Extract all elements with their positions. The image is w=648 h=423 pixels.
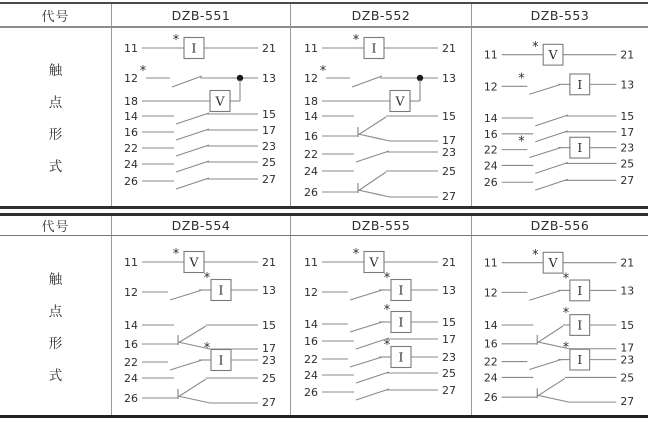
wire [170, 360, 202, 370]
star-mark: * [383, 303, 391, 318]
wire [350, 357, 382, 367]
wire [358, 117, 386, 135]
terminal-label: 13 [620, 78, 635, 92]
terminal-label: 27 [620, 174, 635, 188]
contact-row-26-27 [304, 384, 456, 400]
terminal-label: 12 [124, 72, 138, 85]
terminal-label: 23 [442, 146, 456, 159]
star-mark: * [532, 247, 539, 263]
terminal-label: 17 [262, 342, 276, 355]
terminal-label: 21 [620, 48, 635, 62]
coil-letter: I [577, 77, 583, 92]
code-header: 代号 [0, 4, 112, 26]
terminal-label: 27 [442, 384, 456, 397]
wire [535, 115, 568, 126]
terminal-label: 11 [124, 42, 138, 55]
wire [529, 84, 561, 94]
wire [172, 76, 202, 87]
coil-letter: V [548, 48, 558, 63]
contact-form-char: 形 [48, 335, 63, 352]
model-header-dzb-553: DZB-553 [530, 7, 590, 23]
star-mark: * [352, 33, 360, 48]
diagram-cell-dzb-554 [112, 236, 291, 415]
contact-row-16-17 [304, 333, 456, 349]
contact-row-12-13 [484, 71, 634, 94]
contact-row-22-23 [304, 146, 456, 162]
header-row [0, 4, 648, 28]
contact-row-24-27 [484, 371, 634, 408]
terminal-label: 27 [620, 395, 635, 409]
diagram-cell-dzb-555 [291, 236, 472, 415]
terminal-label: 25 [262, 156, 276, 169]
star-mark: * [203, 341, 211, 356]
terminal-label: 14 [304, 318, 318, 331]
star-mark: * [139, 64, 147, 79]
star-mark: * [172, 247, 180, 262]
coil-letter: I [398, 282, 404, 298]
contact-form-char: 式 [48, 367, 63, 384]
terminal-label: 25 [262, 372, 276, 385]
row-header-contact-form [0, 28, 112, 206]
coil-letter: I [577, 283, 583, 298]
star-mark: * [562, 340, 570, 356]
terminal-label: 14 [483, 111, 498, 125]
terminal-label: 26 [483, 176, 498, 190]
terminal-label: 11 [304, 42, 318, 55]
contact-row-22-23 [484, 135, 634, 158]
contact-row-14-15 [304, 303, 456, 333]
wire [529, 148, 561, 158]
wire [176, 161, 209, 172]
contact-diagram-dzb-551 [112, 28, 290, 206]
wire [356, 389, 389, 400]
wire [358, 134, 390, 141]
terminal-label: 17 [262, 124, 276, 137]
terminal-label: 23 [262, 140, 276, 153]
terminal-label: 12 [304, 72, 318, 85]
terminal-label: 24 [304, 369, 318, 382]
contact-row-22-23 [124, 140, 276, 156]
coil-letter: V [189, 254, 199, 270]
contact-row-11-21 [124, 247, 276, 273]
contact-diagram-dzb-553 [472, 28, 648, 206]
terminal-label: 15 [262, 108, 276, 121]
contact-row-12-13 [124, 271, 276, 301]
diagram-cell-dzb-556 [472, 236, 648, 415]
terminal-label: 14 [124, 110, 138, 123]
contact-form-char: 触 [48, 271, 63, 288]
coil-letter: I [398, 349, 404, 365]
terminal-label: 15 [620, 318, 635, 332]
contact-diagram-dzb-552 [292, 28, 470, 206]
coil-letter: I [218, 352, 224, 368]
terminal-label: 12 [483, 286, 498, 300]
wire [356, 372, 389, 383]
model-header-dzb-554: DZB-554 [112, 216, 291, 235]
contact-row-11-21 [484, 248, 634, 273]
wire [176, 178, 209, 189]
terminal-label: 26 [483, 391, 498, 405]
terminal-label: 26 [304, 186, 318, 199]
contact-diagram-dzb-554 [112, 236, 290, 415]
model-header-dzb-552: DZB-552 [291, 4, 472, 26]
terminal-label: 22 [483, 143, 498, 157]
terminal-label: 21 [620, 256, 635, 270]
wire [350, 290, 382, 300]
star-mark: * [383, 271, 391, 286]
terminal-label: 15 [442, 110, 456, 123]
diagram-cell-dzb-553 [472, 28, 648, 206]
contact-form-char: 点 [48, 95, 63, 111]
contact-row-12-13 [484, 271, 634, 300]
contact-row-24-25 [124, 156, 276, 172]
terminal-label: 16 [304, 130, 318, 143]
contact-row-14-15 [124, 108, 276, 124]
wire [178, 326, 206, 343]
body-row [0, 28, 648, 206]
terminal-label: 22 [483, 355, 498, 369]
terminal-label: 24 [124, 158, 138, 171]
contact-row-11-21 [484, 40, 634, 65]
terminal-label: 17 [442, 333, 456, 346]
coil-letter: I [218, 282, 224, 298]
terminal-label: 15 [262, 319, 276, 332]
terminal-label: 25 [442, 367, 456, 380]
terminal-label: 24 [483, 159, 498, 173]
contact-row-14-17 [304, 110, 456, 147]
terminal-label: 26 [304, 386, 318, 399]
terminal-label: 11 [124, 256, 138, 269]
wire [178, 396, 210, 403]
contact-form-char: 形 [48, 127, 63, 143]
terminal-label: 25 [620, 371, 635, 385]
coil-letter: V [548, 256, 558, 271]
wire [529, 290, 561, 300]
wire [176, 145, 209, 156]
contact-table-551-553 [0, 2, 648, 209]
wire [176, 113, 209, 124]
terminal-label: 23 [620, 141, 635, 155]
contact-row-12-13 [304, 64, 456, 112]
terminal-label: 22 [304, 148, 318, 161]
terminal-label: 16 [483, 127, 498, 141]
row-header-contact-form [0, 236, 112, 415]
terminal-label: 13 [442, 72, 456, 85]
wire [178, 379, 206, 397]
terminal-label: 24 [483, 371, 498, 385]
wire [537, 326, 563, 343]
terminal-label: 26 [124, 392, 138, 405]
terminal-label: 24 [304, 165, 318, 178]
contact-row-22-23 [304, 338, 456, 368]
wire [358, 190, 390, 197]
wire [352, 76, 382, 87]
wire [535, 179, 568, 190]
contact-row-24-25 [484, 157, 634, 173]
model-header-dzb-555: DZB-555 [291, 216, 472, 235]
coil-letter: I [191, 40, 197, 56]
wire [535, 162, 568, 173]
coil-letter: I [398, 314, 404, 330]
wire [537, 378, 565, 396]
terminal-label: 16 [304, 335, 318, 348]
contact-row-12-13 [124, 64, 276, 112]
coil-letter: I [577, 353, 583, 368]
body-row [0, 236, 648, 415]
contact-row-24-27 [124, 372, 276, 409]
star-mark: * [319, 64, 327, 79]
contact-row-14-17 [124, 319, 276, 355]
contact-row-11-21 [124, 33, 276, 59]
terminal-label: 22 [304, 353, 318, 366]
coil-letter: I [371, 40, 377, 56]
star-mark: * [383, 338, 391, 353]
coil-letter: I [577, 141, 583, 156]
terminal-label: 14 [304, 110, 318, 123]
contact-row-24-25 [304, 367, 456, 383]
header-row [0, 216, 648, 236]
terminal-label: 11 [483, 256, 498, 270]
wire [170, 290, 202, 300]
terminal-label: 27 [262, 173, 276, 186]
contact-diagram-dzb-556 [472, 236, 648, 415]
terminal-label: 22 [124, 142, 138, 155]
terminal-label: 16 [124, 126, 138, 139]
contact-row-26-27 [484, 174, 634, 190]
terminal-label: 18 [304, 95, 318, 108]
terminal-label: 12 [124, 286, 138, 299]
coil-letter: V [369, 254, 379, 270]
model-header-dzb-551: DZB-551 [112, 4, 291, 26]
terminal-label: 23 [620, 353, 635, 367]
wire [356, 151, 389, 162]
contact-row-14-17 [484, 306, 634, 355]
terminal-label: 16 [483, 337, 498, 351]
terminal-label: 13 [262, 284, 276, 297]
contact-row-24-27 [304, 165, 456, 203]
contact-diagram-dzb-555 [292, 236, 470, 415]
terminal-label: 17 [620, 341, 635, 355]
star-mark: * [352, 247, 360, 262]
terminal-label: 12 [483, 80, 498, 94]
contact-row-22-23 [484, 341, 634, 370]
terminal-label: 21 [442, 256, 456, 269]
terminal-label: 14 [483, 318, 498, 332]
contact-row-14-15 [484, 110, 634, 126]
terminal-label: 17 [620, 125, 635, 139]
terminal-label: 23 [262, 354, 276, 367]
terminal-label: 13 [262, 72, 276, 85]
wire [350, 322, 382, 332]
terminal-label: 14 [124, 319, 138, 332]
terminal-label: 21 [442, 42, 456, 55]
contact-table-554-556 [0, 213, 648, 418]
model-header-dzb-556: DZB-556 [530, 218, 590, 233]
terminal-label: 13 [442, 284, 456, 297]
terminal-label: 15 [442, 316, 456, 329]
terminal-label: 26 [124, 175, 138, 188]
wire [535, 131, 568, 142]
terminal-label: 17 [442, 134, 456, 147]
terminal-label: 11 [483, 48, 498, 62]
wire [537, 395, 569, 402]
terminal-label: 11 [304, 256, 318, 269]
terminal-label: 25 [442, 165, 456, 178]
wire [176, 129, 209, 140]
terminal-label: 27 [262, 396, 276, 409]
terminal-label: 21 [262, 42, 276, 55]
contact-row-26-27 [124, 173, 276, 189]
contact-form-char: 触 [48, 63, 63, 79]
diagram-cell-dzb-551 [112, 28, 291, 206]
contact-row-12-13 [304, 271, 456, 301]
contact-row-16-17 [484, 126, 634, 142]
star-mark: * [562, 271, 570, 287]
terminal-label: 13 [620, 284, 635, 298]
terminal-label: 21 [262, 256, 276, 269]
code-header: 代号 [0, 216, 112, 235]
coil-letter: V [395, 93, 405, 109]
coil-letter: I [577, 318, 583, 333]
star-mark: * [203, 271, 211, 286]
terminal-label: 18 [124, 95, 138, 108]
terminal-label: 24 [124, 372, 138, 385]
contact-form-char: 点 [48, 303, 63, 320]
contact-row-16-17 [124, 124, 276, 140]
terminal-label: 15 [620, 109, 635, 123]
star-mark: * [532, 39, 539, 55]
terminal-label: 12 [304, 286, 318, 299]
contact-row-22-23 [124, 341, 276, 371]
star-mark: * [562, 306, 570, 322]
terminal-label: 27 [442, 190, 456, 203]
terminal-label: 23 [442, 351, 456, 364]
contact-row-11-21 [304, 33, 456, 59]
star-mark: * [518, 71, 525, 87]
contact-row-11-21 [304, 247, 456, 273]
contact-form-char: 式 [48, 159, 63, 175]
terminal-label: 16 [124, 338, 138, 351]
wire [529, 360, 561, 370]
wire [358, 172, 386, 191]
star-mark: * [518, 134, 525, 150]
diagram-cell-dzb-552 [291, 28, 472, 206]
terminal-label: 25 [620, 157, 635, 171]
coil-letter: V [215, 93, 225, 109]
terminal-label: 22 [124, 356, 138, 369]
star-mark: * [172, 33, 180, 48]
